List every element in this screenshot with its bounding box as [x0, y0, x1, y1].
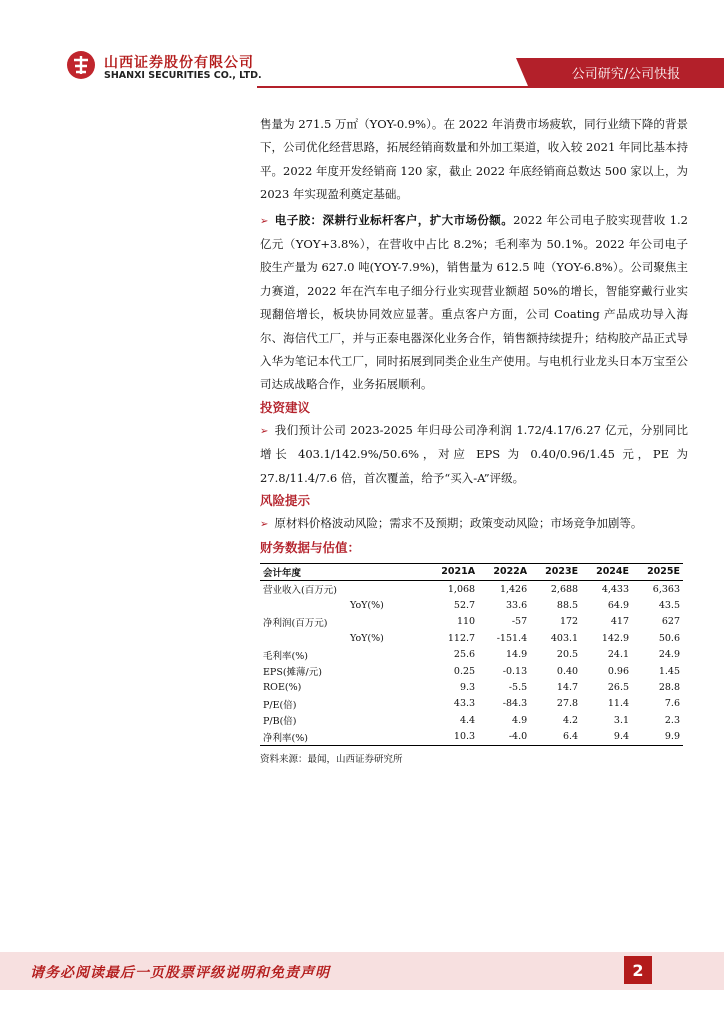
table-cell: 1,426 [499, 583, 528, 595]
table-row-label: YoY(%) [350, 632, 384, 644]
invest-text: 我们预计公司 2023-2025 年归母公司净利润 1.72/4.17/6.27 亿元，分别同比增长 403.1/142.9%/50.6%，对应 EPS 为 0.40/0.96/1.45 元，PE 为 27.8/11.4/7.6 倍，首次覆盖，给予“买入-A”评级。 [260, 422, 688, 485]
table-row [260, 696, 683, 712]
table-cell: 6,363 [652, 583, 680, 595]
table-row-label: P/E(倍) [263, 699, 297, 711]
header-divider [257, 86, 724, 88]
table-cell: 20.5 [556, 649, 579, 661]
section-title-financials: 财务数据与估值： [260, 539, 361, 555]
table-row-label: YoY(%) [350, 599, 384, 611]
table-cell: 9.3 [459, 681, 476, 693]
table-cell: 14.9 [505, 649, 528, 661]
table-cell: -84.3 [502, 698, 528, 710]
table-cell: 11.4 [607, 698, 630, 710]
table-cell: 3.1 [613, 714, 630, 726]
table-cell: 43.5 [658, 599, 680, 611]
paragraph-electronic-glue [260, 209, 688, 397]
company-logo-icon [66, 50, 96, 80]
bullet-arrow-icon: ➢ [260, 425, 269, 437]
table-row-label: EPS(摊薄/元) [263, 667, 322, 679]
electronic-glue-text: 2022 年公司电子胶实现营收 1.2 亿元（YOY+3.8%），在营收中占比 8.2%；毛利率为 50.1%。2022 年公司电子胶生产量为 627.0 吨(YOY-7.9%)，销售量为 612.5 吨（YOY-6.8%）。公司聚焦主力赛道，2022 年在汽车电子细分行业实现营业额超 50%的增长，智能穿戴行业实现翻倍增长，板块协同效应显著。重点客户方面，公司 Coating 产品成功导入海尔、海信代工厂，并与正泰电器深化业务合作，销售额持续提升；结构胶产品正式导入华为笔记本代工厂，同时拓展到同类企业生产使用。与电机行业龙头日本万宝至公司达成战略合作，业务拓展顺利。 [260, 212, 689, 392]
table-cell: 7.6 [664, 698, 680, 710]
table-cell: 28.8 [658, 681, 680, 693]
table-row [260, 646, 683, 662]
table-header-cell: 会计年度 [263, 567, 302, 579]
table-header-cell: 2021A [441, 566, 476, 578]
table-row-label: 营业收入(百万元) [263, 585, 337, 597]
table-cell: 6.4 [562, 731, 579, 743]
bullet-arrow-icon: ➢ [260, 215, 269, 227]
table-cell: 25.6 [453, 649, 476, 661]
table-cell: 4,433 [601, 583, 630, 595]
table-cell: 4.4 [459, 714, 476, 726]
table-row-label: 净利润(百万元) [263, 617, 328, 629]
electronic-glue-heading: 电子胶：深耕行业标杆客户，扩大市场份额。 [274, 212, 514, 227]
table-cell: -151.4 [496, 632, 528, 644]
table-row-label: 净利率(%) [263, 732, 308, 744]
table-cell: 403.1 [550, 632, 579, 644]
table-cell: 0.25 [453, 665, 476, 677]
table-row [260, 597, 683, 613]
table-header-cell: 2025E [647, 566, 680, 578]
table-cell: 0.96 [607, 665, 630, 677]
table-cell: 10.3 [453, 731, 476, 743]
table-row-label: ROE(%) [263, 681, 302, 693]
table-row [260, 679, 683, 695]
table-row [260, 663, 683, 679]
table-cell: 2,688 [550, 583, 579, 595]
table-cell: 110 [456, 616, 476, 628]
table-header-cell: 2022A [493, 566, 528, 578]
section-title-invest: 投资建议 [260, 399, 311, 415]
page-number: 2 [624, 956, 652, 984]
table-row [260, 614, 683, 630]
table-cell: 64.9 [607, 599, 630, 611]
table-cell: 172 [559, 616, 579, 628]
table-row-label: P/B(倍) [263, 716, 297, 728]
table-cell: 24.1 [607, 649, 630, 661]
table-cell: 26.5 [607, 681, 630, 693]
table-cell: 142.9 [601, 632, 630, 644]
bullet-arrow-icon: ➢ [260, 519, 269, 531]
table-cell: 27.8 [556, 698, 579, 710]
table-row [260, 728, 683, 745]
table-cell: -5.5 [508, 681, 528, 693]
table-cell: 4.2 [562, 714, 579, 726]
report-type-badge: 公司研究/公司快报 [528, 58, 724, 86]
table-header-cell: 2023E [545, 566, 579, 578]
financial-table [260, 563, 683, 746]
table-cell: -57 [511, 616, 528, 628]
company-name-en: SHANXI SECURITIES CO., LTD. [104, 70, 262, 81]
table-cell: 14.7 [556, 681, 579, 693]
table-cell: 88.5 [556, 599, 579, 611]
table-cell: 627 [661, 616, 680, 628]
table-source: 资料来源：最闻，山西证券研究所 [260, 753, 403, 765]
table-cell: 4.9 [512, 714, 528, 726]
paragraph-invest [260, 419, 688, 490]
paragraph-risk [260, 512, 688, 536]
table-cell: 9.4 [613, 731, 630, 743]
table-cell: 50.6 [658, 632, 680, 644]
table-row [260, 630, 683, 646]
table-cell: 417 [610, 616, 630, 628]
main-content [260, 113, 688, 765]
table-cell: 33.6 [505, 599, 528, 611]
table-cell: 1,068 [447, 583, 476, 595]
table-cell: 43.3 [453, 698, 476, 710]
table-cell: 1.45 [658, 665, 680, 677]
table-header-cell: 2024E [596, 566, 630, 578]
table-row [260, 712, 683, 728]
table-cell: 52.7 [453, 599, 476, 611]
paragraph-sales: 售量为 271.5 万㎡（YOY-0.9%）。在 2022 年消费市场疲软，同行业绩下降的背景下，公司优化经营思路，拓展经销商数量和外加工渠道，收入较 2021 年同比基本持平。2022 年度开发经销商 120 家，截止 2022 年底经销商总数达 500 家以上，为 2023 年实现盈利奠定基础。 [260, 117, 688, 202]
table-header-row [260, 563, 683, 580]
table-cell: 24.9 [658, 649, 680, 661]
risk-text: 原材料价格波动风险；需求不及预期；政策变动风险；市场竞争加剧等。 [274, 516, 643, 531]
table-cell: 2.3 [664, 714, 680, 726]
table-cell: 9.9 [664, 731, 680, 743]
footer-disclaimer: 请务必阅读最后一页股票评级说明和免责声明 [30, 965, 330, 981]
table-row [260, 580, 683, 597]
section-title-risk: 风险提示 [260, 493, 311, 509]
table-cell: 0.40 [556, 665, 579, 677]
table-cell: -0.13 [502, 665, 528, 677]
table-row-label: 毛利率(%) [263, 650, 308, 662]
company-name-cn: 山西证券股份有限公司 [104, 55, 254, 71]
table-cell: 112.7 [447, 632, 476, 644]
table-cell: -4.0 [508, 731, 528, 743]
